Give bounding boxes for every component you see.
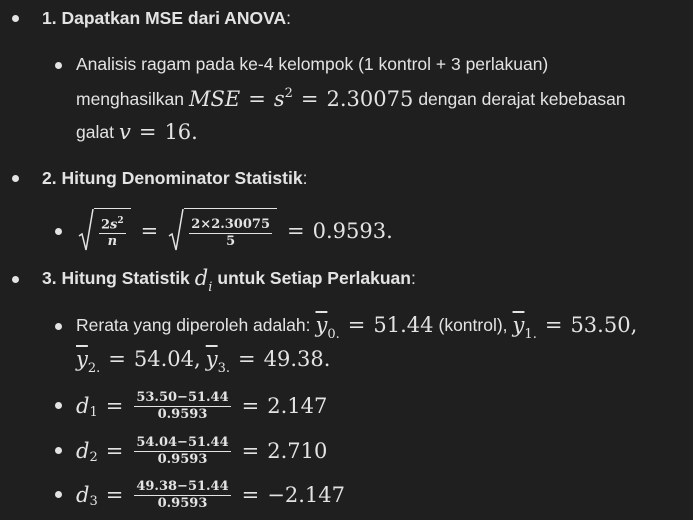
- sqrt-1: $\frac{2s^2}{n}$: [78, 208, 131, 254]
- d1-formula: d 1 = $\frac{53.50-51.44}{0.9593}$ = 2.147: [76, 389, 328, 422]
- step-1-text-line-3: galat v = 16.: [76, 120, 198, 144]
- denominator-formula: $\frac{2s^2}{n}$ = $\frac{2\times 2.30075}{5}$ = 0.9593 .: [76, 206, 393, 256]
- mean-y1: $\overline{y}_{1.} = 53.50$,: [512, 313, 638, 342]
- bullet: [55, 402, 62, 409]
- mean-y3: $\overline{y}_{3.} = 49.38$.: [205, 347, 331, 376]
- bullet: [55, 491, 62, 498]
- step-1-text-line-1: Analisis ragam pada ke-4 kelompok (1 kontrol + 3 perlakuan): [76, 53, 549, 74]
- step-1-title: 1. Dapatkan MSE dari ANOVA: [42, 7, 287, 28]
- step-1-text-line-2: menghasilkan MSE = $s^2 = 2.30075$ dengan derajat kebebasan: [76, 86, 626, 111]
- df-formula: v = 16.: [118, 120, 198, 144]
- mean-y0: $\overline{y}_{0.} = 51.44$: [315, 313, 434, 342]
- d-i-symbol: $d_i$: [194, 266, 213, 295]
- step-1-heading: 1. Dapatkan MSE dari ANOVA :: [42, 7, 291, 28]
- bullet: [12, 276, 19, 283]
- bullet: [55, 323, 62, 330]
- mean-y2: $\overline{y}_{2.} = 54.04$,: [76, 347, 201, 376]
- step-2-heading: 2. Hitung Denominator Statistik :: [42, 167, 308, 188]
- step-2-title: 2. Hitung Denominator Statistik: [42, 167, 303, 188]
- bullet: [12, 175, 19, 182]
- sqrt-2: $\frac{2\times 2.30075}{5}$: [168, 208, 277, 254]
- means-line-1: Rerata yang diperoleh adalah: $\overline{y}_{0.} = 51.44$ (kontrol), $\overline{y}_{1.} = 53.50$,: [76, 313, 638, 342]
- d3-formula: d 3 = $\frac{49.38-51.44}{0.9593}$ = −2.147: [76, 478, 345, 511]
- bullet: [55, 62, 62, 69]
- means-line-2: [76, 344, 330, 374]
- mse-formula: MSE = $s^2 = 2.30075$: [188, 86, 414, 111]
- bullet: [55, 447, 62, 454]
- bullet: [12, 15, 19, 22]
- d2-formula: d 2 = $\frac{54.04-51.44}{0.9593}$ = 2.710: [76, 434, 328, 467]
- step-3-heading: 3. Hitung Statistik $d_i$ untuk Setiap Perlakuan :: [42, 266, 416, 295]
- bullet: [55, 228, 62, 235]
